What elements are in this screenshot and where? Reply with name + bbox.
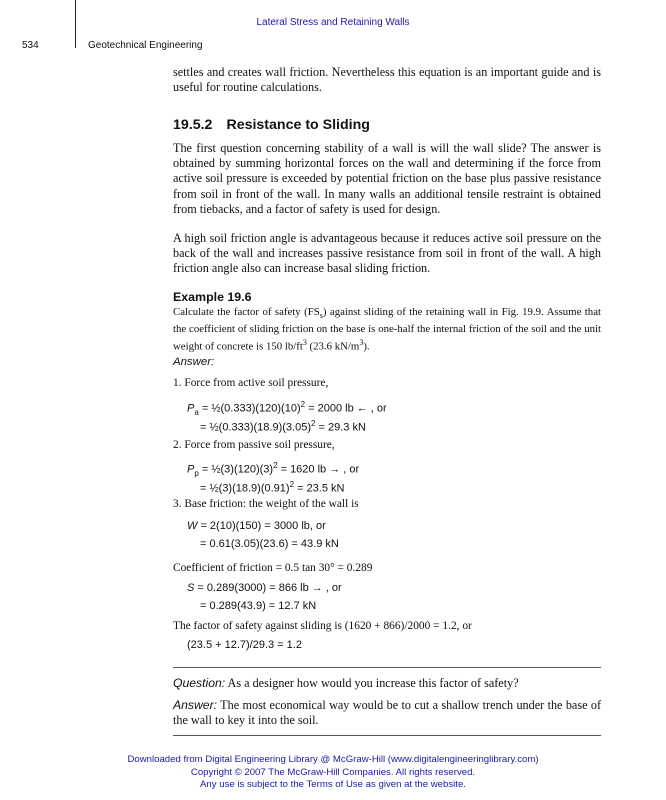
statement-superscript: 3 — [359, 338, 364, 348]
section-number: 19.5.2 — [173, 117, 213, 133]
eq-superscript: 2 — [289, 480, 295, 489]
answer-label: Answer: — [173, 356, 215, 368]
equation-2a — [187, 461, 359, 478]
eq-symbol: P — [187, 463, 195, 476]
footer-copyright[interactable]: Copyright © 2007 The McGraw-Hill Companies. All rights reserved. — [190, 766, 476, 778]
answer-label: Answer: — [173, 698, 218, 712]
statement-part: ) against sliding of the retaining wall in Fig. 19.9. Assume that the coefficient of sliding friction on the base is one-half the internal friction of the soil and the unit weight of concrete is 150 lb/ft — [173, 306, 601, 353]
eq-text: = ½(0.333)(18.9)(3.05) — [200, 421, 311, 434]
paragraph-text: A high soil friction angle is advantageous because it reduces active soil pressure on the back of the wall and increases passive resistance from soil in front of the wall. A high friction angle also can increase basal sliding friction. — [173, 231, 601, 276]
eq-symbol: S — [187, 582, 195, 594]
section-heading — [173, 117, 370, 133]
statement-part: Calculate the factor of safety (FS — [173, 306, 320, 318]
answer-text: The most economical way would be to cut a shallow trench under the base of the wall to key it into the soil. — [173, 698, 601, 728]
eq-text: = 23.5 kN — [294, 482, 345, 495]
header-divider — [75, 0, 76, 48]
paragraph-text: The first question concerning stability of a wall is will the wall slide? The answer is obtained by summing horizontal forces on the wall and determining if the force from active soil pressure is exceeded by potential friction on the base plus passive resistance from soil in front of the wall. In many walls an additional tensile restraint is obtained from tiebacks, and a factor of safety is used for design. — [173, 141, 601, 216]
qa-bottom-rule — [173, 735, 601, 736]
running-head: Geotechnical Engineering — [88, 40, 203, 51]
example-statement — [173, 306, 601, 355]
eq-text: = 1620 lb → , or — [277, 463, 360, 476]
intro-text: settles and creates wall friction. Nevertheless this equation is an important guide and is useful for routine calculations. — [173, 65, 601, 95]
step-1: 1. Force from active soil pressure, — [173, 377, 329, 389]
factor-of-safety-equation: (23.5 + 12.7)/29.3 = 1.2 — [187, 639, 302, 651]
eq-subscript: p — [194, 468, 199, 478]
statement-superscript: 3 — [302, 338, 307, 348]
eq-text: = 2(10)(150) = 3000 lb, or — [197, 520, 326, 532]
statement-part: ). — [363, 340, 370, 353]
eq-symbol: P — [187, 402, 195, 415]
statement-subscript: s — [319, 311, 323, 321]
qa-top-rule — [173, 667, 601, 668]
page-number: 534 — [22, 40, 39, 51]
footer — [0, 754, 666, 792]
factor-of-safety-line: The factor of safety against sliding is (1620 + 866)/2000 = 1.2, or — [173, 620, 472, 632]
qa-answer — [173, 698, 601, 728]
eq-superscript: 2 — [300, 400, 306, 409]
eq-text: = 0.289(3000) = 866 lb → , or — [194, 582, 342, 594]
chapter-title-link[interactable]: Lateral Stress and Retaining Walls — [256, 17, 410, 28]
equation-2b — [200, 480, 344, 495]
equation-4a — [187, 582, 342, 594]
equation-1b — [200, 419, 366, 434]
qa-question — [173, 676, 601, 691]
step-3: 3. Base friction: the weight of the wall is — [173, 498, 359, 510]
footer-terms[interactable]: Any use is subject to the Terms of Use as given at the website. — [200, 779, 466, 790]
step-2: 2. Force from passive soil pressure, — [173, 439, 335, 451]
example-title: Example 19.6 — [173, 290, 252, 304]
equation-3b: = 0.61(3.05)(23.6) = 43.9 kN — [200, 538, 339, 550]
eq-superscript: 2 — [310, 419, 316, 428]
eq-symbol: W — [187, 520, 198, 532]
statement-part: (23.6 kN/m — [306, 340, 360, 353]
intro-paragraph — [173, 65, 601, 95]
equation-1a — [187, 400, 387, 417]
section-paragraph-1 — [173, 141, 601, 217]
eq-superscript: 2 — [273, 461, 278, 470]
eq-text: = ½(0.333)(120)(10) — [198, 402, 301, 415]
eq-subscript: a — [194, 407, 199, 417]
equation-4b: = 0.289(43.9) = 12.7 kN — [200, 600, 317, 612]
eq-text: = ½(3)(120)(3) — [198, 463, 274, 476]
footer-download-link[interactable]: Downloaded from Digital Engineering Library @ McGraw-Hill (www.digitalengineeringlibrary.com) — [127, 754, 539, 765]
question-label: Question: — [173, 676, 226, 690]
question-text: As a designer how would you increase this factor of safety? — [225, 676, 519, 690]
eq-text: = ½(3)(18.9)(0.91) — [200, 482, 290, 495]
coefficient-line: Coefficient of friction = 0.5 tan 30° = 0.289 — [173, 562, 373, 574]
eq-text: = 2000 lb ← , or — [305, 402, 387, 415]
section-paragraph-2 — [173, 231, 601, 277]
equation-3a — [187, 520, 326, 532]
eq-text: = 29.3 kN — [315, 421, 366, 434]
section-title: Resistance to Sliding — [226, 117, 370, 133]
